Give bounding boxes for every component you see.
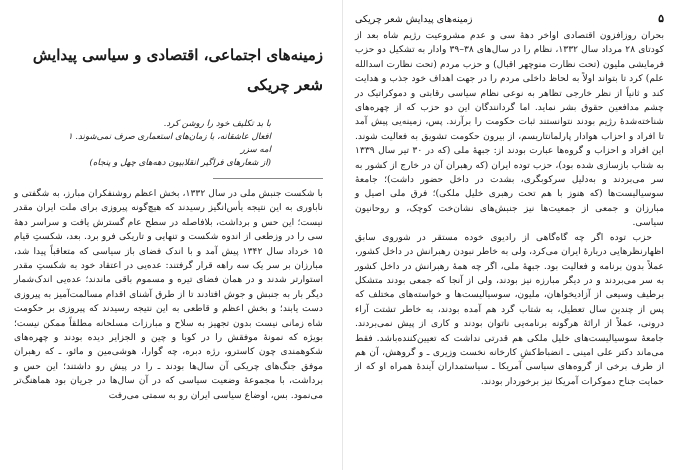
epigraph-line: با بد تکلیف خود را روشن کرد.: [163, 119, 271, 129]
running-head-title: زمینه‌های پیدایش شعر چریکی: [355, 14, 473, 25]
running-head: [355, 12, 664, 25]
epigraph: [14, 118, 323, 170]
left-body-text: با شکست جنبش ملی در سال ۱۳۳۲، بخش اعظم روشنفکران مبارز، به شگفتی و ناباوری به این نتیجه یأس‌انگیز رسیدند که هیچ‌گونه پیروزی برای ملت ایران مقدر نیست؛ این حس و برداشت، بلافاصله در سطح عام گسترش یافت و سراسر دههٔ سی را در وزطعی از اندوه شکست و تنهایی و تاریکی فرو برد. بعد، شکستِ قیام ۱۵ خرداد سال ۱۳۴۲ پیش آمد و با اندک فضای باز سیاسی که متعاقباً پیدا شد، مبارزان بر سر یک سه راهه قرار گرفتند: عده‌یی در اعتقاد خود به شکستِ مقدر استوارتر شدند و در همان فضای تیره و مسموم باقی ماندند؛ عده‌یی اندک‌شمار دیگر بار به جنبش و جوش افتادند تا از طرق آشنای اقدام مسالمت‌آمیز به پیروزی دست یابند؛ و بخش اعظم و قاطعی به این نتیجه رسیدند که پیروزی بر حکومت شاه زمانی نیست بدون تجهیز به سلاح و مبارزات مسلحانه مطلقاً ممکن نیست؛ بویژه که نمونهٔ موفقش را در کوبا و چین و الجزایر دیده بودند و چهره‌های شکوهمندی چون کاسترو، رژه دبره، چه گوارا، هوشی‌مین و مائو، ـ که رهبران موفق جنگ‌های چریکی آن سال‌ها بودند ـ را در پیش رو داشتند؛ این حس و برداشت، با مجموعهٔ وضعیت سیاسی که در آن سال‌ها در جریان بود هماهنگ‌تر می‌نمود. بس، اوضاع سیاسی ایران رو به سمتی می‌رفت: [14, 188, 323, 401]
epigraph-line: افعال عاشقانه، با زمان‌های استعماری صرف نمی‌شوند. ۱: [67, 132, 271, 142]
page-number: ۵: [658, 12, 664, 25]
body-paragraph: بحران روزافزون اقتصادی اواخر دههٔ سی و عدم مشروعیت رژیم شاه بعد از کودتای ۲۸ مرداد سال ۱۳۳۲، نظام را در سال‌های ۳۸–۳۹ وادار به تشکیل دو حزب فرمایشی ملیون (تحت نظارت منوچهر اقبال) و حزب مردم (تحت نظارت اسدالله علم) کرد تا بتواند اولاً به لحاظ داخلی مردم را در جهت اهداف خود جذب و هدایت کند و ثانیاً از نظر خارجی تظاهر به نوعی نظام سیاسی رقابتی و دموکراتیک در چشم مدافعین حقوق بشر نماید. اما گردانندگان این دو حزب که از چهره‌های شناخته‌شدهٔ رژیم بودند نتوانستند ثبات حکومت را برآرند. پس، زمینه‌یی پیش آمد تا افراد و احزاب هوادار پارلمانتاریسم، از بیرون حکومت تشویق به فعالیت شوند. این افراد و احزاب و گروه‌ها عبارت بودند از: جبههٔ ملی (که در ۳۰ تیر سال ۱۳۳۹ به شتاب بازسازی شده بود)، حزب توده ایران (که رهبران آن در خارج از کشور به سر می‌بردند و به‌دلیل سرکوبگری، بشدت در داخل حضور داشت)؛ جامعهٔ سوسیالیست‌ها (که هنوز با هم تحت رهبری خلیل ملکی)؛ فرق ملی اصیل و مبارزان و جمعی از جمعیت‌ها نیز جنبش‌های نشان‌خت کوچک، و روحانیون سیاسی.: [355, 30, 664, 229]
epigraph-source: (از شعارهای فراگیر انقلابیون دهه‌های چهل و پنجاه): [89, 158, 271, 168]
right-page: [343, 0, 686, 470]
body-paragraph: حزب توده اگر چه گاه‌گاهی از رادیوی خوده مستقر در شوروی سابق اظهار‌نظرهایی دربارهٔ ایران می‌کرد، ولی به خاطر نبودن رهبرانش در داخل کشور، عملاً بدون برنامه و فعالیت بود. جبههٔ ملی، اگر چه همهٔ رهبرانش در داخل کشور به سر می‌بردند و در دیگر مبارزه نیز بودند، ولی از آنجا که جمعی بودند متشکل برطیف وسیعی از آزادیخواهان، ملیون، سوسیالیست‌ها و خواسته‌های مختلف که پس از چندین سال تعطیل، به شتاب گرد هم آمده بودند، به خاطر تشتت آراء درونی، عملاً از ارائهٔ هرگونه برنامه‌یی ناتوان بودند و کاری از پیش نمی‌بردند. جامعهٔ سوسیالیست‌های خلیل ملکی هم قدرتی نداشت که تعیین‌کننده‌باشد. فقط می‌ماند دکتر علی امینی ـ انضباط‌کشِ کارخانه نخست وزیری ـ و گروهش، آن هم از طرف برخی از گروه‌های سیاسی آمریکا ـ سیاستمداران آیندهٔ همراه او که از حمایت جناح دموکرات آمریکا نیز برخوردار بودند.: [355, 231, 664, 387]
epigraph-author: امه سزر: [240, 145, 271, 155]
chapter-title: زمینه‌های اجتماعی، اقتصادی و سیاسی پیدایش شعر چریکی: [32, 46, 323, 94]
epigraph-divider: [213, 178, 323, 179]
